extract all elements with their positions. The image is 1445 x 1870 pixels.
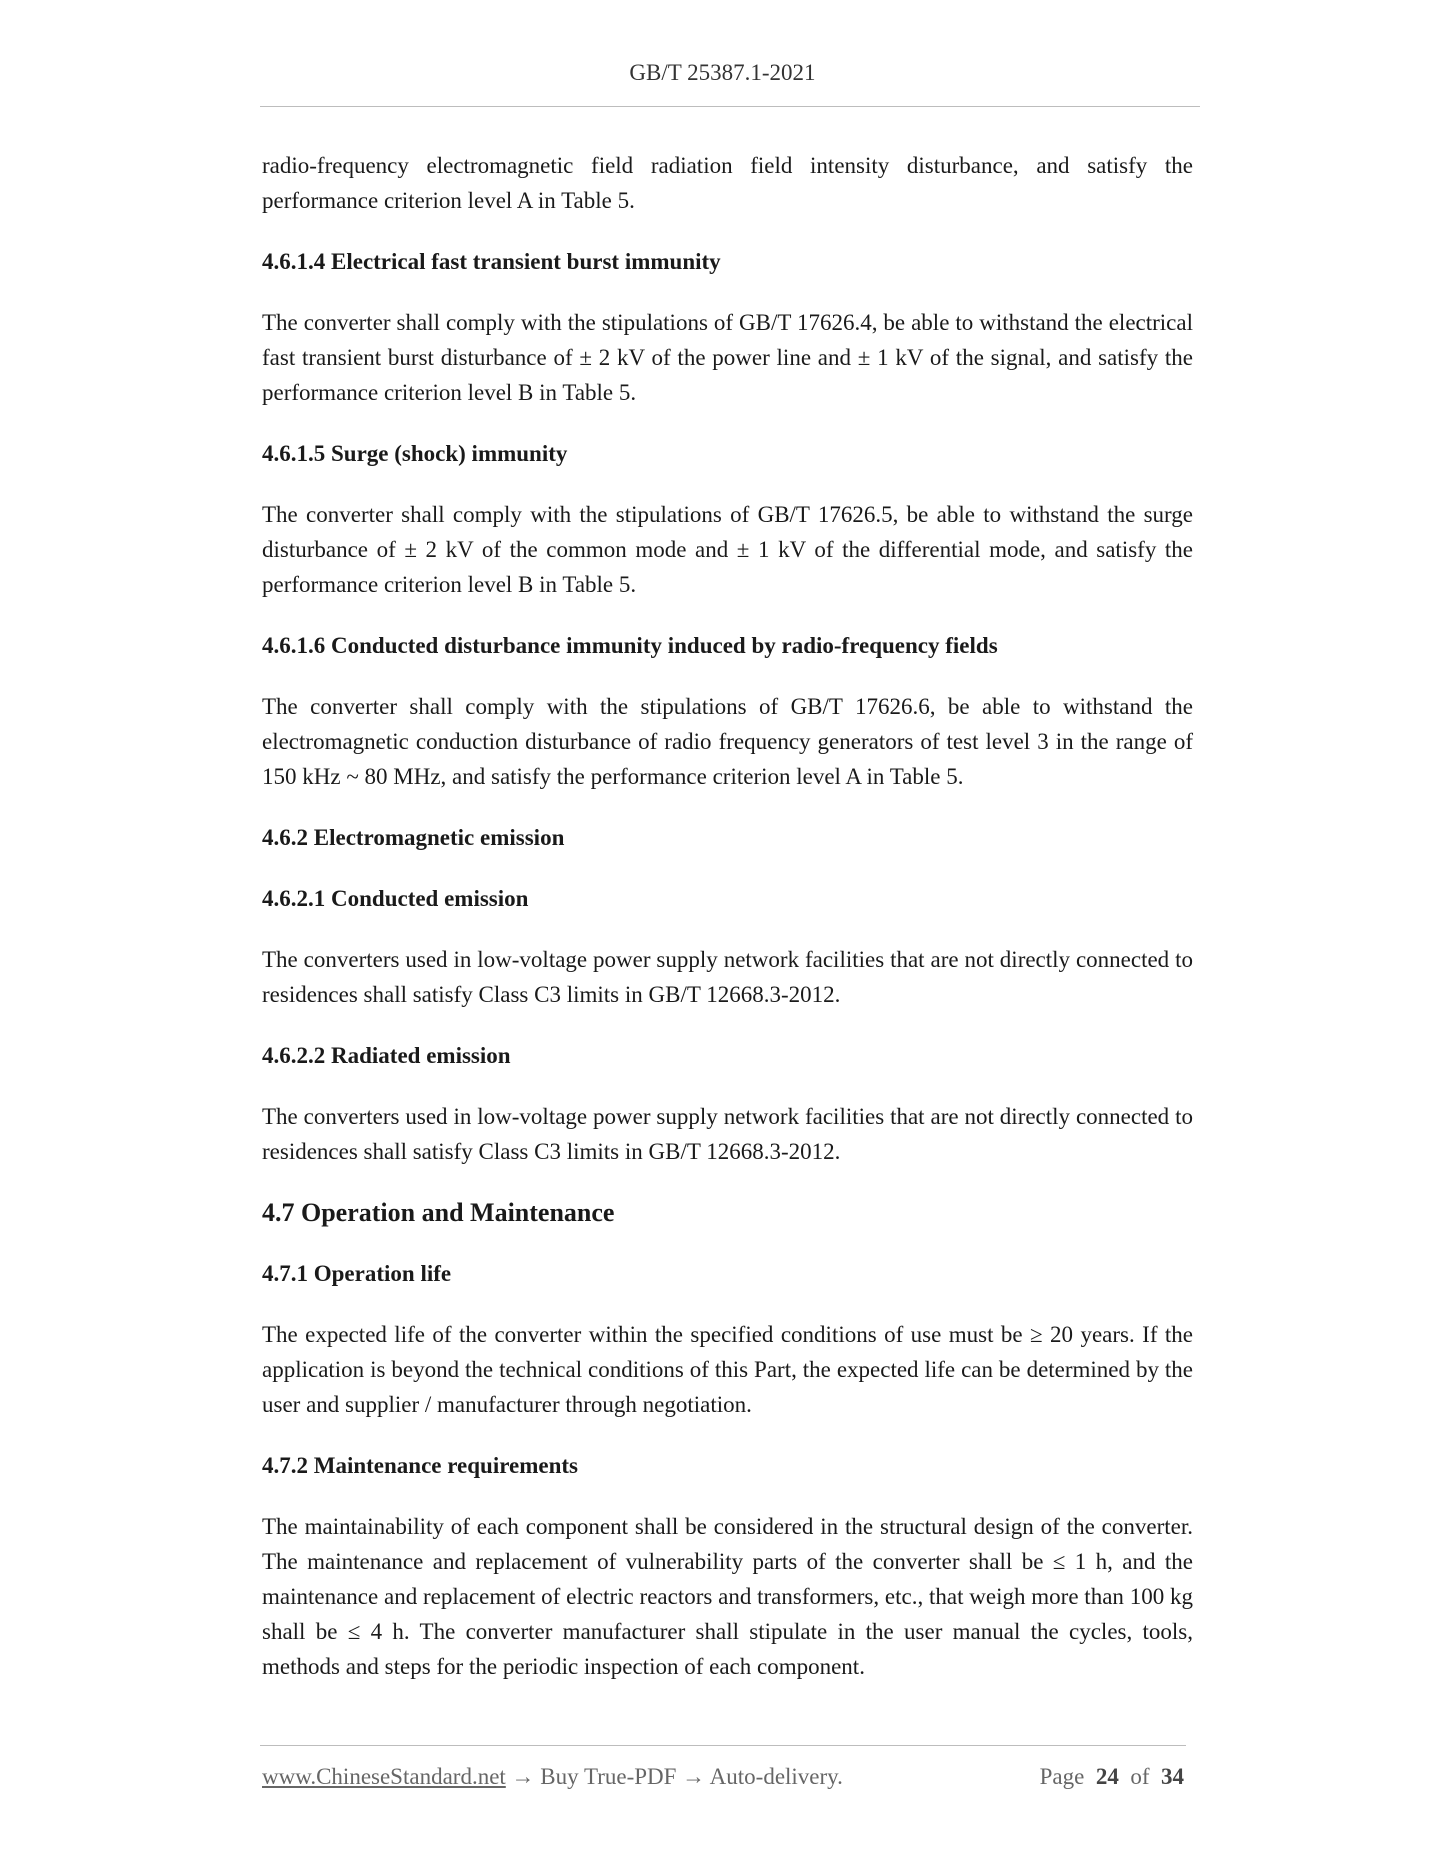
paragraph: The maintainability of each component shall be considered in the structural design of the converter. The maintenance and replacement of vulnerability parts of the converter shall be ≤ 1 h, and the maintenance and replacement of electric reactors and transformers, etc., that weigh more than 100 kg shall be ≤ 4 h. The converter manufacturer shall stipulate in the user manual the cycles, tools, methods and steps for the periodic inspection of each component. (262, 1514, 1193, 1679)
paragraph: The converter shall comply with the stipulations of GB/T 17626.6, be able to withstand the electromagnetic conduction disturbance of radio frequency generators of test level 3 in the range of 150 kHz ~ 80 MHz, and satisfy the performance criterion level A in Table 5. (262, 694, 1193, 789)
document-body (262, 148, 1193, 1684)
total-pages: 34 (1161, 1764, 1184, 1789)
paragraph: The converters used in low-voltage power supply network facilities that are not directly connected to residences shall satisfy Class C3 limits in GB/T 12668.3-2012. (262, 1104, 1193, 1164)
site-link[interactable]: www.ChineseStandard.net (262, 1764, 506, 1789)
section-heading-4-7-2: 4.7.2 Maintenance requirements (262, 1453, 579, 1478)
section-heading-4-6-1-6: 4.6.1.6 Conducted disturbance immunity induced by radio-frequency fields (262, 633, 998, 658)
paragraph: The converter shall comply with the stipulations of GB/T 17626.5, be able to withstand the surge disturbance of ± 2 kV of the common mode and ± 1 kV of the differential mode, and satisfy the performance criterion level B in Table 5. (262, 502, 1193, 597)
section-heading-4-7-1: 4.7.1 Operation life (262, 1261, 452, 1286)
section-heading-4-7: 4.7 Operation and Maintenance (262, 1198, 615, 1227)
current-page: 24 (1095, 1764, 1119, 1789)
paragraph: radio-frequency electromagnetic field radiation field intensity disturbance, and satisfy the performance criterion level A in Table 5. (262, 153, 1193, 213)
section-heading-4-6-2-2: 4.6.2.2 Radiated emission (262, 1043, 511, 1068)
paragraph: The expected life of the converter within the specified conditions of use must be ≥ 20 years. If the application is beyond the technical conditions of this Part, the expected life can be determined by the user and supplier / manufacturer through negotiation. (262, 1322, 1193, 1417)
document-id-header: GB/T 25387.1-2021 (629, 60, 816, 85)
section-heading-4-6-2: 4.6.2 Electromagnetic emission (262, 825, 565, 850)
paragraph: The converters used in low-voltage power supply network facilities that are not directly connected to residences shall satisfy Class C3 limits in GB/T 12668.3-2012. (262, 947, 1193, 1007)
section-heading-4-6-1-5: 4.6.1.5 Surge (shock) immunity (262, 441, 568, 466)
section-heading-4-6-2-1: 4.6.2.1 Conducted emission (262, 886, 529, 911)
section-heading-4-6-1-4: 4.6.1.4 Electrical fast transient burst immunity (262, 249, 721, 274)
header-divider (260, 106, 1200, 107)
promo-text: → Buy True-PDF → Auto-delivery. (505, 1764, 843, 1789)
page-number: Page 24 of 34 (1039, 1764, 1184, 1789)
footer-divider (260, 1745, 1186, 1746)
footer-promo (262, 1762, 843, 1792)
paragraph: The converter shall comply with the stipulations of GB/T 17626.4, be able to withstand the electrical fast transient burst disturbance of ± 2 kV of the power line and ± 1 kV of the signal, and satisfy the performance criterion level B in Table 5. (262, 310, 1193, 405)
